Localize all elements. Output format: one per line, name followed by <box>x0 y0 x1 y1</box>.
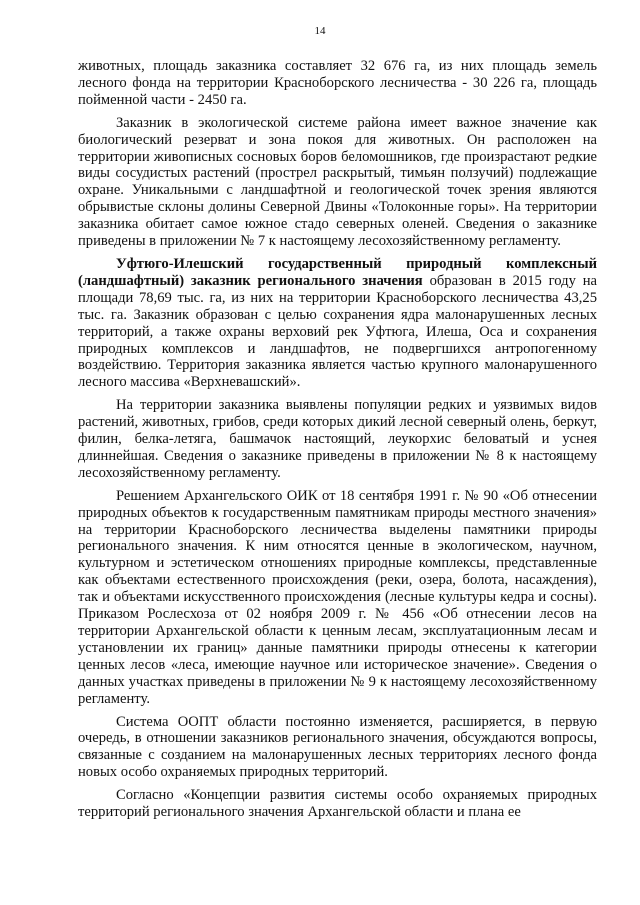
paragraph-2: Заказник в экологической системе района имеет важное значение как биологический резерват и зона покоя для животных. Он расположен на территории живописных сосновых боров беломошников, где произрастают редкие виды сосудистых растений (прострел раскрытый, тимьян ползучий) подлежащие охране. Уникальными с ландшафтной и геологической точек зрения являются обрывистые склоны долины Северной Двины «Толоконные горы». На территории заказника обитает самое южное стадо северных оленей. Сведения о заказнике приведены в приложении № 7 к настоящему лесохозяйственному регламенту. <box>78 114 597 250</box>
paragraph-3 <box>78 256 597 391</box>
paragraph-5: Решением Архангельского ОИК от 18 сентября 1991 г. № 90 «Об отнесении природных объектов к государственным памятникам природы местного значения» на территории Красноборского лесничества выделены памятники природы регионального значения. К ним относятся ценные в экологическом, научном, культурном и эстетическом отношениях природные комплексы, представленные как объектами естественного происхождения (реки, озера, болота, насаждения), так и объектами искусственного происхождения (лесные культуры кедра и сосны). Приказом Рослесхоза от 02 ноября 2009 г. № 456 «Об отнесении лесов на территории Архангельской области к ценным лесам, эксплуатационным лесам и установлении их границ» данные памятники природы отнесены к категории ценных лесов «леса, имеющие научное или историческое значение». Сведения о данных участках приведены в приложении № 9 к настоящему лесохозяйственному регламенту. <box>78 487 597 707</box>
reserve-name: Уфтюго-Илешский государственный природный комплексный (ландшафтный) заказник регионального значения <box>78 255 597 289</box>
paragraph-4: На территории заказника выявлены популяции редких и уязвимых видов растений, животных, грибов, среди которых дикий лесной северный олень, беркут, филин, белка-летяга, башмачок настоящий, леукорхис беловатый и уснея длиннейшая. Сведения о заказнике приведены в приложении № 8 к настоящему лесохозяйственному регламенту. <box>78 397 597 481</box>
paragraph-7: Согласно «Концепции развития системы особо охраняемых природных территорий регионального значения Архангельской области и плана ее <box>78 787 597 821</box>
page-number: 14 <box>314 25 326 37</box>
paragraph-1: животных, площадь заказника составляет 32 676 га, из них площадь земель лесного фонда на территории Красноборского лесничества - 30 226 га, площадь пойменной части - 2450 га. <box>78 58 597 108</box>
paragraph-6: Система ООПТ области постоянно изменяется, расширяется, в первую очередь, в отношении заказников регионального значения, обсуждаются вопросы, связанные с созданием на малонарушенных лесных территориях лесного фонда новых особо охраняемых природных территорий. <box>78 713 597 781</box>
paragraph-3-text: образован в 2015 году на площади 78,69 тыс. га, из них на территории Красноборского лесничества 43,25 тыс. га. Заказник образован с целью сохранения ядра малонарушенных лесных территорий, а также охраны верховий рек Уфтюга, Илеша, Оса и сохранения природных комплексов и ландшафтов, не подвергшихся антропогенному воздействию. Территория заказника является частью крупного малонарушенного лесного массива «Верхневашский». <box>78 272 598 391</box>
document-body <box>78 58 597 821</box>
